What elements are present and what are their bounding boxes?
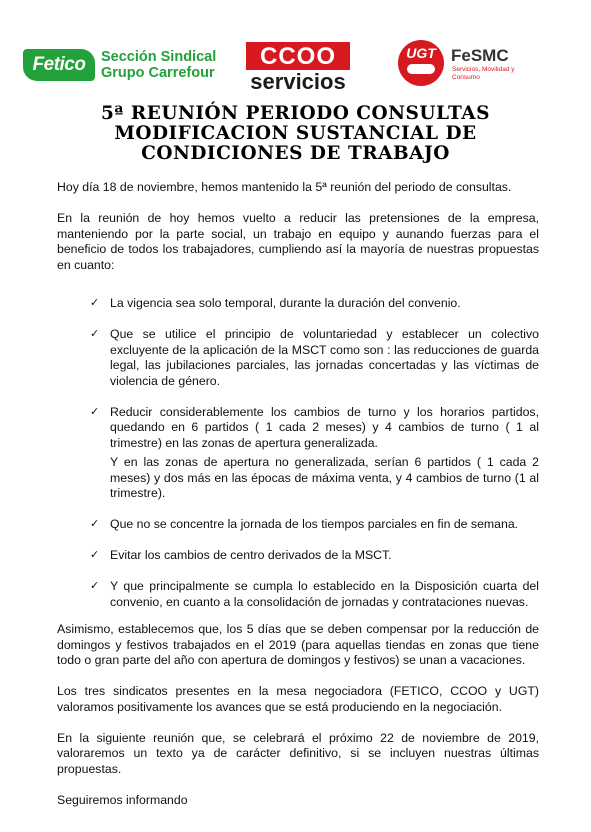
closing-paragraph-next-meeting: En la siguiente reunión que, se celebrará el próximo 22 de noviembre de 2019, valoraremos un texto ya de carácter definitivo, si se incluyen nuestras últimas propuestas.	[57, 730, 539, 776]
check-icon: ✓	[90, 580, 100, 592]
checklist-item-text: Que se utilice el principio de voluntariedad y establecer un colectivo excluyente de la aplicación de la MSCT como son : las reducciones de guarda legal, las jubilaciones parciales, las jornadas concertadas y las víctimas de violencia de género.	[110, 327, 539, 388]
check-icon: ✓	[90, 549, 100, 561]
closing-sign-off: Seguiremos informando	[57, 792, 188, 807]
checklist-item	[90, 296, 539, 312]
checklist-note: Y en las zonas de apertura no generalizada, serían 6 partidos ( 1 cada 2 meses) y dos más en las épocas de máxima venta, y 4 cambios de turno (1 al trimestre).	[110, 455, 539, 500]
ugt-badge-text: UGT	[406, 45, 436, 61]
title-line1: 5ª REUNIÓN PERIODO CONSULTAS	[101, 103, 490, 124]
closing-paragraph-unions: Los tres sindicatos presentes en la mesa negociadora (FETICO, CCOO y UGT) valoramos positivamente los avances que se está produciendo en la negociación.	[57, 684, 539, 714]
checklist-item-text: Evitar los cambios de centro derivados de la MSCT.	[110, 548, 392, 562]
document-title	[40, 104, 551, 164]
checklist-item-text: Reducir considerablemente los cambios de turno y los horarios partidos, quedando en 6 partidos ( 1 cada 2 meses) y 4 cambios de turno ( 1 al trimestre) en las zonas de apertura generalizada.	[110, 404, 539, 450]
ugt-circle-icon	[398, 40, 444, 86]
check-icon: ✓	[90, 405, 100, 418]
ccoo-badge: CCOO	[246, 42, 350, 70]
fetico-section-text	[101, 49, 251, 81]
ccoo-servicios: servicios	[250, 69, 346, 94]
header-logos	[0, 38, 591, 100]
checklist-item	[90, 548, 539, 564]
meeting-paragraph: En la reunión de hoy hemos vuelto a reducir las pretensiones de la empresa, manteniendo por la parte social, un trabajo en equipo y aunando fuerzas para el beneficio de todos los trabajadores, cumpliendo así la mayoría de nuestras propuestas en cuanto:	[57, 211, 539, 272]
check-icon: ✓	[90, 518, 100, 530]
closing-paragraph-vacations: Asimismo, establecemos que, los 5 días que se deben compensar por la reducción de domingos y festivos trabajados en el 2019 (para aquellas tiendas en zonas que tiene todo o gran parte del año con apertura de domingos y festivos) se unan a vacaciones.	[57, 622, 539, 667]
checklist-item	[90, 579, 539, 610]
checklist-item-text: La vigencia sea solo temporal, durante la duración del convenio.	[110, 296, 461, 310]
check-icon: ✓	[90, 328, 100, 340]
fetico-badge: Fetico	[23, 49, 95, 81]
title-line2: MODIFICACION SUSTANCIAL DE CONDICIONES DE TRABAJO	[114, 123, 477, 164]
handshake-icon	[407, 64, 435, 74]
ugt-fesmc-name: FeSMC	[451, 46, 509, 65]
checklist-item	[90, 517, 539, 533]
ccoo-logo	[246, 42, 350, 94]
checklist-item-text: Que no se concentre la jornada de los tiempos parciales en fin de semana.	[110, 517, 519, 531]
ugt-subtitle: Servicios, Movilidad y Consumo	[452, 66, 515, 81]
fetico-line2: Grupo Carrefour	[101, 65, 215, 81]
check-icon: ✓	[90, 297, 100, 309]
proposals-checklist	[57, 296, 539, 610]
intro-paragraph: Hoy día 18 de noviembre, hemos mantenido la 5ª reunión del periodo de consultas.	[57, 180, 512, 194]
document-body	[57, 180, 539, 808]
checklist-item	[90, 327, 539, 389]
ugt-logo	[398, 40, 558, 90]
checklist-item-text: Y que principalmente se cumpla lo establecido en la Disposición cuarta del convenio, en cuanto a la consolidación de jornadas y contrataciones nuevas.	[110, 579, 539, 609]
fetico-line1: Sección Sindical	[101, 49, 217, 65]
checklist-item	[90, 405, 539, 452]
